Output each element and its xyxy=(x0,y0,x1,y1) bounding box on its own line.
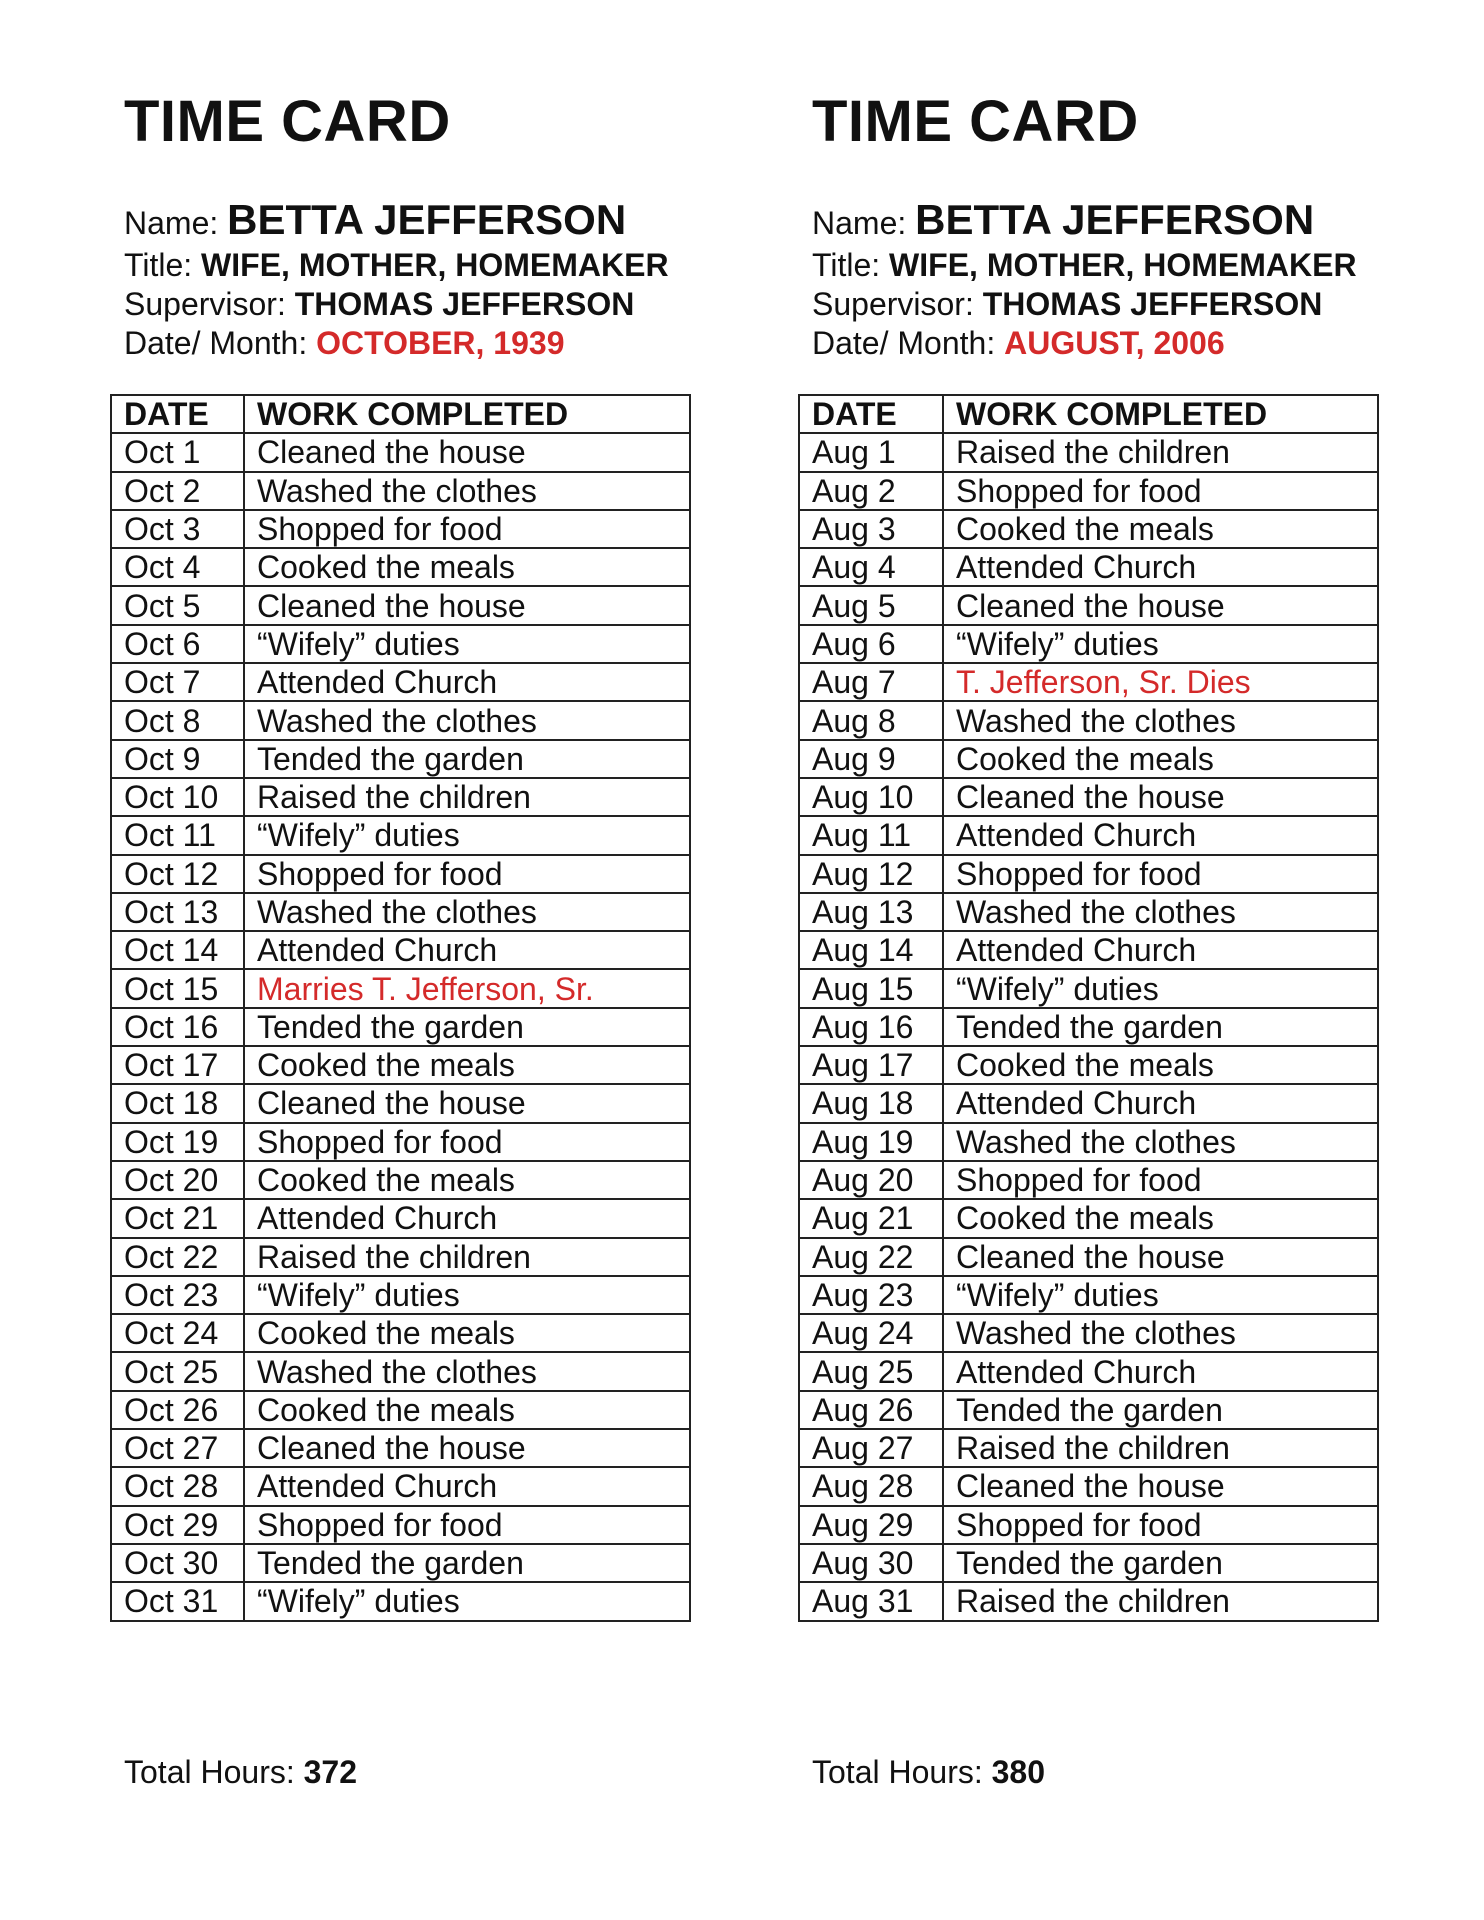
work-cell: Tended the garden xyxy=(943,1391,1378,1429)
work-cell-highlight: T. Jefferson, Sr. Dies xyxy=(943,663,1378,701)
date-cell: Oct 1 xyxy=(111,433,244,471)
table-row xyxy=(111,1199,690,1237)
title-line xyxy=(124,247,669,284)
date-month-line xyxy=(124,325,564,362)
work-cell: “Wifely” duties xyxy=(244,1276,690,1314)
work-cell-highlight: Marries T. Jefferson, Sr. xyxy=(244,969,690,1007)
work-cell: Washed the clothes xyxy=(244,701,690,739)
date-cell: Oct 3 xyxy=(111,510,244,548)
date-cell: Oct 26 xyxy=(111,1391,244,1429)
table-row xyxy=(799,778,1378,816)
table-row xyxy=(799,1046,1378,1084)
date-cell: Aug 2 xyxy=(799,472,943,510)
work-cell: Attended Church xyxy=(244,1199,690,1237)
name-line xyxy=(124,196,626,244)
date-cell: Aug 7 xyxy=(799,663,943,701)
table-row xyxy=(111,1467,690,1505)
date-cell: Aug 28 xyxy=(799,1467,943,1505)
work-cell: Washed the clothes xyxy=(244,472,690,510)
supervisor-value: THOMAS JEFFERSON xyxy=(982,286,1323,322)
work-cell: Shopped for food xyxy=(943,1161,1378,1199)
work-cell: Cleaned the house xyxy=(943,1238,1378,1276)
work-cell: “Wifely” duties xyxy=(244,1582,690,1620)
table-row xyxy=(799,1391,1378,1429)
work-cell: “Wifely” duties xyxy=(244,625,690,663)
work-cell: Cleaned the house xyxy=(244,1084,690,1122)
work-cell: Cleaned the house xyxy=(943,778,1378,816)
date-cell: Oct 24 xyxy=(111,1314,244,1352)
title-value: WIFE, MOTHER, HOMEMAKER xyxy=(201,247,669,283)
work-cell: Shopped for food xyxy=(244,1506,690,1544)
work-cell: Washed the clothes xyxy=(943,1314,1378,1352)
work-cell: Raised the children xyxy=(244,1238,690,1276)
total-hours-label: Total Hours: xyxy=(124,1754,295,1790)
work-cell: Cleaned the house xyxy=(943,1467,1378,1505)
work-cell: Attended Church xyxy=(943,816,1378,854)
table-row xyxy=(799,1352,1378,1390)
work-cell: “Wifely” duties xyxy=(244,816,690,854)
table-row xyxy=(799,586,1378,624)
date-cell: Aug 5 xyxy=(799,586,943,624)
supervisor-label: Supervisor: xyxy=(812,286,974,322)
table-row xyxy=(799,1238,1378,1276)
card-title: TIME CARD xyxy=(812,89,1139,154)
table-row xyxy=(111,1084,690,1122)
date-cell: Oct 7 xyxy=(111,663,244,701)
work-cell: Shopped for food xyxy=(943,855,1378,893)
table-row xyxy=(799,1084,1378,1122)
work-cell: Cooked the meals xyxy=(244,1391,690,1429)
date-cell: Aug 1 xyxy=(799,433,943,471)
work-cell: Attended Church xyxy=(943,931,1378,969)
work-cell: Washed the clothes xyxy=(943,1123,1378,1161)
date-cell: Aug 30 xyxy=(799,1544,943,1582)
table-row xyxy=(799,1276,1378,1314)
date-cell: Oct 13 xyxy=(111,893,244,931)
date-cell: Oct 4 xyxy=(111,548,244,586)
date-cell: Aug 31 xyxy=(799,1582,943,1620)
table-row xyxy=(799,816,1378,854)
table-row xyxy=(799,740,1378,778)
table-row xyxy=(111,1506,690,1544)
work-cell: Attended Church xyxy=(943,1084,1378,1122)
supervisor-value: THOMAS JEFFERSON xyxy=(294,286,635,322)
table-row xyxy=(799,1161,1378,1199)
date-cell: Aug 14 xyxy=(799,931,943,969)
date-cell: Oct 15 xyxy=(111,969,244,1007)
date-cell: Aug 12 xyxy=(799,855,943,893)
card-title: TIME CARD xyxy=(124,89,451,154)
work-cell: Washed the clothes xyxy=(244,1352,690,1390)
date-cell: Oct 27 xyxy=(111,1429,244,1467)
date-cell: Aug 23 xyxy=(799,1276,943,1314)
name-line xyxy=(812,196,1314,244)
table-row xyxy=(111,1314,690,1352)
table-row xyxy=(799,1429,1378,1467)
table-row xyxy=(111,472,690,510)
work-cell: Tended the garden xyxy=(244,1008,690,1046)
work-cell: Cooked the meals xyxy=(943,510,1378,548)
table-row xyxy=(111,816,690,854)
date-cell: Oct 14 xyxy=(111,931,244,969)
date-cell: Aug 8 xyxy=(799,701,943,739)
title-value: WIFE, MOTHER, HOMEMAKER xyxy=(889,247,1357,283)
table-row xyxy=(111,1238,690,1276)
table-row xyxy=(111,931,690,969)
name-value: BETTA JEFFERSON xyxy=(227,196,627,243)
work-cell: Attended Church xyxy=(244,663,690,701)
name-label: Name: xyxy=(812,205,907,241)
date-cell: Oct 5 xyxy=(111,586,244,624)
date-cell: Aug 10 xyxy=(799,778,943,816)
name-label: Name: xyxy=(124,205,219,241)
title-label: Title: xyxy=(812,247,881,283)
work-column-header: WORK COMPLETED xyxy=(943,395,1378,433)
work-cell: Attended Church xyxy=(244,1467,690,1505)
title-label: Title: xyxy=(124,247,193,283)
date-cell: Aug 29 xyxy=(799,1506,943,1544)
table-row xyxy=(111,893,690,931)
table-row xyxy=(799,1506,1378,1544)
date-cell: Oct 22 xyxy=(111,1238,244,1276)
date-cell: Aug 21 xyxy=(799,1199,943,1237)
table-row xyxy=(799,969,1378,1007)
date-cell: Aug 19 xyxy=(799,1123,943,1161)
table-row xyxy=(111,1544,690,1582)
work-cell: Raised the children xyxy=(244,778,690,816)
work-cell: Shopped for food xyxy=(244,1123,690,1161)
table-row xyxy=(111,1352,690,1390)
work-cell: “Wifely” duties xyxy=(943,625,1378,663)
date-month-label: Date/ Month: xyxy=(812,325,996,361)
table-row xyxy=(111,1391,690,1429)
work-cell: Cooked the meals xyxy=(943,1046,1378,1084)
table-row xyxy=(111,548,690,586)
work-cell: Shopped for food xyxy=(943,1506,1378,1544)
table-row xyxy=(111,855,690,893)
supervisor-label: Supervisor: xyxy=(124,286,286,322)
date-cell: Aug 9 xyxy=(799,740,943,778)
date-cell: Aug 6 xyxy=(799,625,943,663)
date-cell: Aug 22 xyxy=(799,1238,943,1276)
date-month-value: AUGUST, 2006 xyxy=(1004,325,1225,361)
date-cell: Oct 11 xyxy=(111,816,244,854)
date-cell: Aug 25 xyxy=(799,1352,943,1390)
work-cell: Washed the clothes xyxy=(244,893,690,931)
table-row xyxy=(799,433,1378,471)
supervisor-line xyxy=(124,286,634,323)
date-cell: Aug 20 xyxy=(799,1161,943,1199)
work-cell: “Wifely” duties xyxy=(943,1276,1378,1314)
work-column-header: WORK COMPLETED xyxy=(244,395,690,433)
date-cell: Aug 4 xyxy=(799,548,943,586)
work-cell: Raised the children xyxy=(943,1582,1378,1620)
date-cell: Oct 19 xyxy=(111,1123,244,1161)
date-cell: Oct 28 xyxy=(111,1467,244,1505)
total-hours-label: Total Hours: xyxy=(812,1754,983,1790)
date-month-label: Date/ Month: xyxy=(124,325,308,361)
table-row xyxy=(799,472,1378,510)
date-cell: Aug 3 xyxy=(799,510,943,548)
table-row xyxy=(111,1582,690,1620)
date-cell: Aug 24 xyxy=(799,1314,943,1352)
work-cell: Raised the children xyxy=(943,433,1378,471)
date-month-value: OCTOBER, 1939 xyxy=(316,325,565,361)
table-row xyxy=(799,893,1378,931)
date-cell: Oct 16 xyxy=(111,1008,244,1046)
work-cell: Cleaned the house xyxy=(244,433,690,471)
date-cell: Oct 6 xyxy=(111,625,244,663)
date-cell: Oct 31 xyxy=(111,1582,244,1620)
date-cell: Oct 21 xyxy=(111,1199,244,1237)
date-cell: Oct 18 xyxy=(111,1084,244,1122)
total-hours-value: 372 xyxy=(303,1754,358,1790)
date-cell: Oct 30 xyxy=(111,1544,244,1582)
total-hours-line xyxy=(812,1754,1045,1791)
table-row xyxy=(111,433,690,471)
work-cell: Cleaned the house xyxy=(943,586,1378,624)
work-cell: Cooked the meals xyxy=(244,1161,690,1199)
work-cell: Cooked the meals xyxy=(244,1314,690,1352)
work-cell: Attended Church xyxy=(943,1352,1378,1390)
date-cell: Aug 11 xyxy=(799,816,943,854)
date-cell: Aug 17 xyxy=(799,1046,943,1084)
work-cell: Cleaned the house xyxy=(244,1429,690,1467)
table-row xyxy=(799,1582,1378,1620)
table-row xyxy=(799,701,1378,739)
work-cell: Tended the garden xyxy=(244,740,690,778)
work-cell: Cooked the meals xyxy=(244,1046,690,1084)
date-cell: Aug 26 xyxy=(799,1391,943,1429)
date-month-line xyxy=(812,325,1225,362)
table-row xyxy=(799,510,1378,548)
table-row xyxy=(799,1544,1378,1582)
table-row xyxy=(111,969,690,1007)
work-cell: Tended the garden xyxy=(943,1008,1378,1046)
work-cell: Shopped for food xyxy=(244,855,690,893)
table-row xyxy=(799,855,1378,893)
table-row xyxy=(111,1046,690,1084)
work-cell: “Wifely” duties xyxy=(943,969,1378,1007)
work-cell: Cooked the meals xyxy=(943,1199,1378,1237)
table-row xyxy=(111,1123,690,1161)
work-cell: Washed the clothes xyxy=(943,893,1378,931)
table-row xyxy=(799,1199,1378,1237)
date-cell: Oct 8 xyxy=(111,701,244,739)
work-table xyxy=(110,394,691,1622)
table-row xyxy=(111,663,690,701)
name-value: BETTA JEFFERSON xyxy=(915,196,1315,243)
work-cell: Raised the children xyxy=(943,1429,1378,1467)
work-cell: Shopped for food xyxy=(943,472,1378,510)
date-cell: Oct 12 xyxy=(111,855,244,893)
table-row xyxy=(799,1467,1378,1505)
total-hours-line xyxy=(124,1754,357,1791)
work-cell: Attended Church xyxy=(943,548,1378,586)
table-row xyxy=(111,778,690,816)
table-row xyxy=(111,625,690,663)
work-cell: Shopped for food xyxy=(244,510,690,548)
title-line xyxy=(812,247,1357,284)
table-row xyxy=(799,1123,1378,1161)
total-hours-value: 380 xyxy=(991,1754,1046,1790)
table-row xyxy=(111,1276,690,1314)
work-cell: Tended the garden xyxy=(244,1544,690,1582)
date-cell: Oct 29 xyxy=(111,1506,244,1544)
table-row xyxy=(111,701,690,739)
date-cell: Aug 27 xyxy=(799,1429,943,1467)
table-body xyxy=(111,433,690,1620)
date-column-header: DATE xyxy=(111,395,244,433)
supervisor-line xyxy=(812,286,1322,323)
table-row xyxy=(799,931,1378,969)
date-cell: Oct 25 xyxy=(111,1352,244,1390)
table-row xyxy=(799,1314,1378,1352)
table-row xyxy=(111,1429,690,1467)
work-cell: Tended the garden xyxy=(943,1544,1378,1582)
table-row xyxy=(111,1161,690,1199)
table-row xyxy=(799,548,1378,586)
work-table xyxy=(798,394,1379,1622)
table-row xyxy=(111,740,690,778)
table-header-row xyxy=(799,395,1378,433)
work-cell: Washed the clothes xyxy=(943,701,1378,739)
table-row xyxy=(111,1008,690,1046)
date-cell: Oct 20 xyxy=(111,1161,244,1199)
table-row xyxy=(799,625,1378,663)
table-row xyxy=(799,663,1378,701)
date-cell: Aug 15 xyxy=(799,969,943,1007)
date-cell: Aug 18 xyxy=(799,1084,943,1122)
work-cell: Cooked the meals xyxy=(943,740,1378,778)
date-cell: Oct 10 xyxy=(111,778,244,816)
table-header-row xyxy=(111,395,690,433)
table-row xyxy=(111,586,690,624)
date-cell: Aug 13 xyxy=(799,893,943,931)
work-cell: Cleaned the house xyxy=(244,586,690,624)
date-column-header: DATE xyxy=(799,395,943,433)
date-cell: Oct 2 xyxy=(111,472,244,510)
table-row xyxy=(799,1008,1378,1046)
date-cell: Oct 17 xyxy=(111,1046,244,1084)
table-body xyxy=(799,433,1378,1620)
table-row xyxy=(111,510,690,548)
work-cell: Attended Church xyxy=(244,931,690,969)
date-cell: Oct 23 xyxy=(111,1276,244,1314)
date-cell: Oct 9 xyxy=(111,740,244,778)
date-cell: Aug 16 xyxy=(799,1008,943,1046)
work-cell: Cooked the meals xyxy=(244,548,690,586)
